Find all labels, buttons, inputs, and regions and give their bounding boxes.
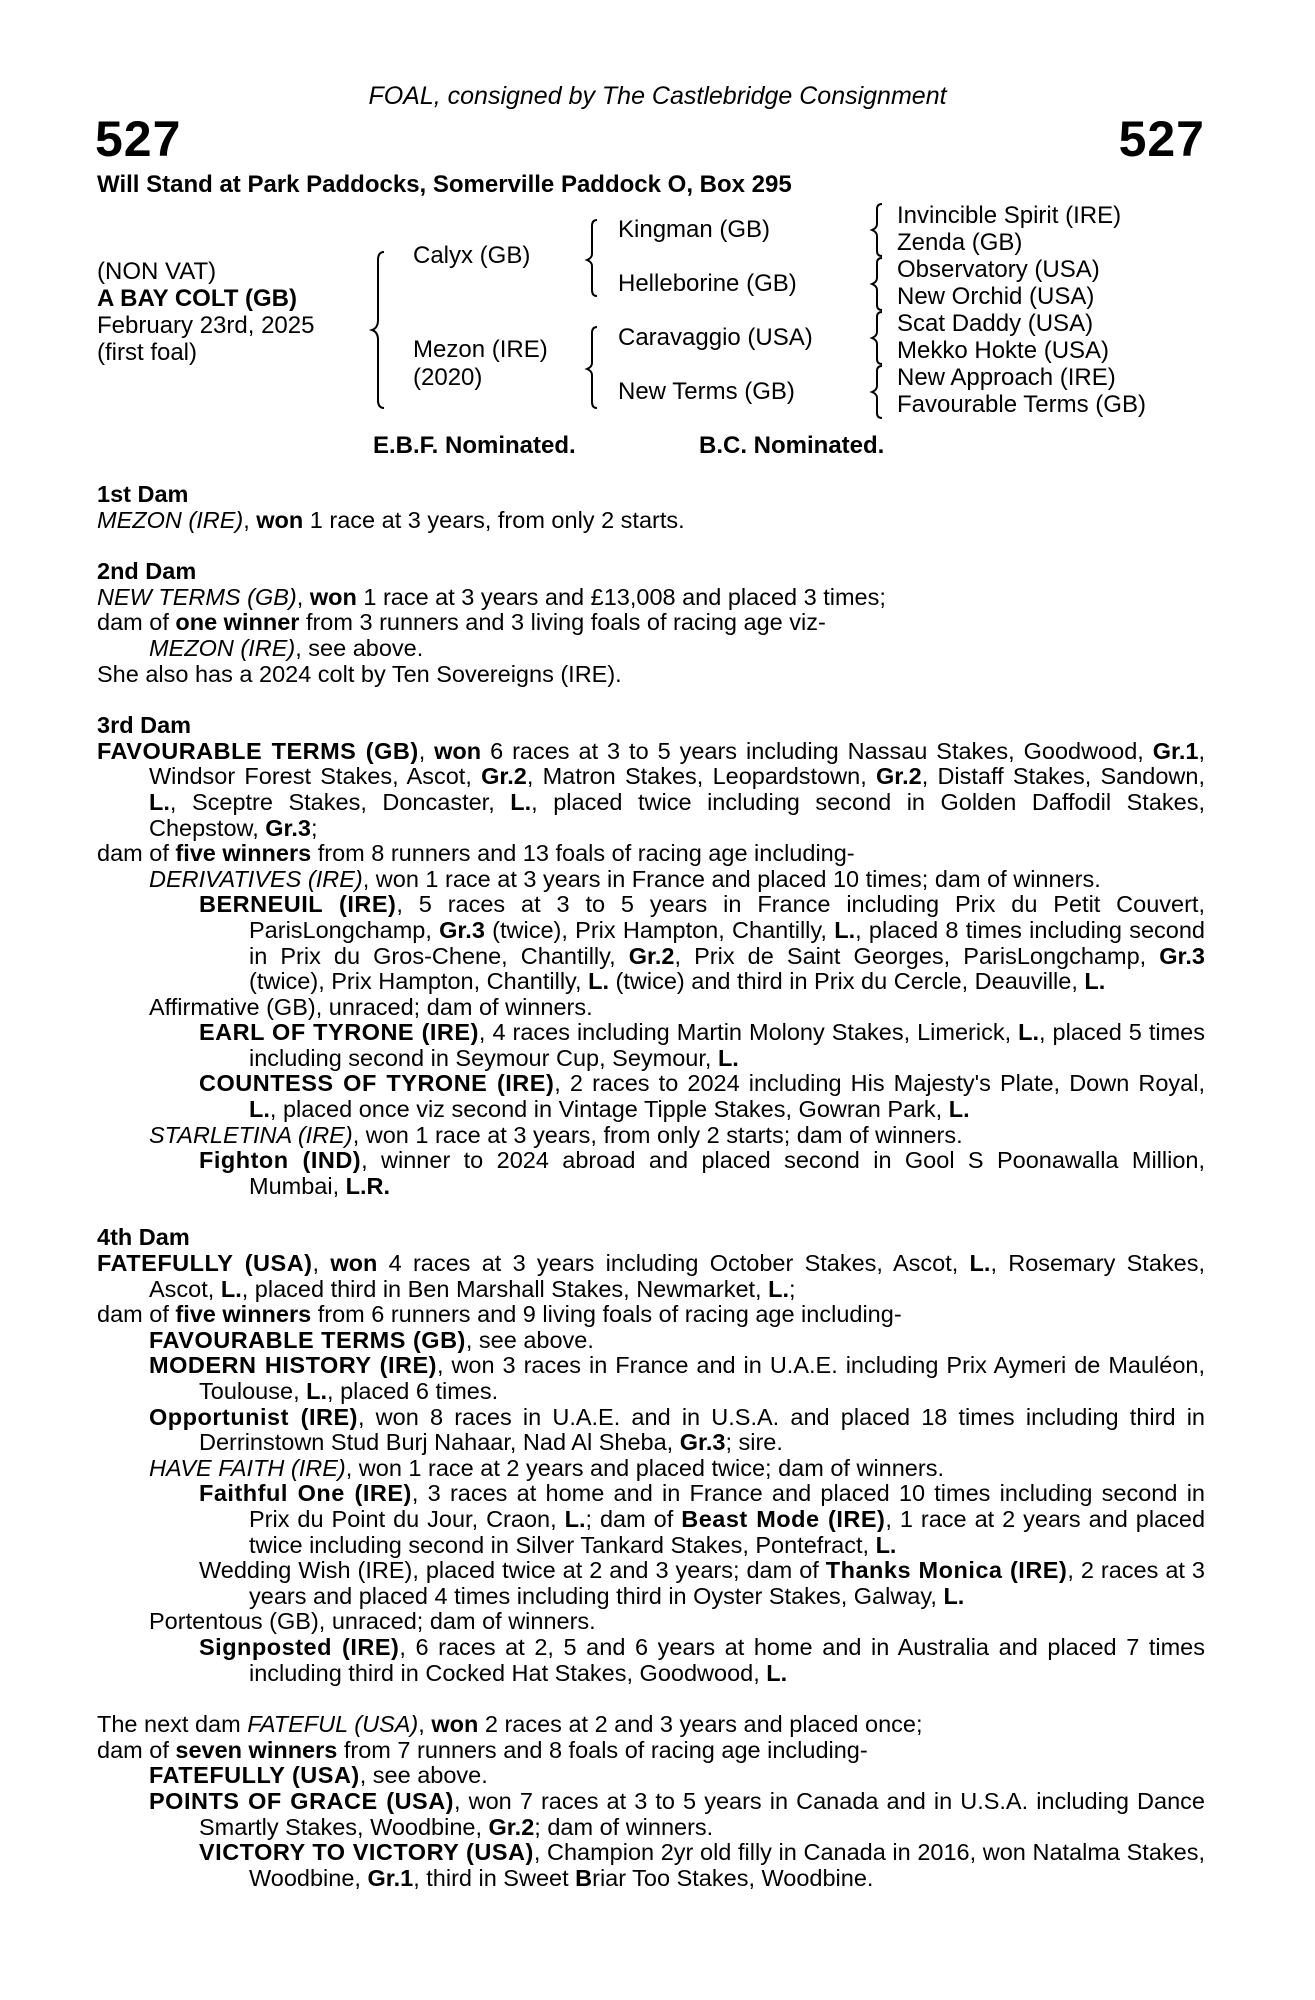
next-dam-entry: The next dam FATEFUL (USA), won 2 races at 2 and 3 years and placed once; xyxy=(97,1711,923,1738)
first-dam-heading: 1st Dam xyxy=(97,481,189,507)
dam-of-line: dam of one winner from 3 runners and 3 living foals of racing age viz- xyxy=(97,609,826,636)
dam-dam: New Terms (GB) xyxy=(618,378,795,405)
bracket-ds xyxy=(870,310,890,366)
sire: Calyx (GB) xyxy=(413,242,531,269)
dam: Mezon (IRE) xyxy=(413,336,548,363)
pedigree-bracket-main xyxy=(370,250,400,410)
produce-entry: FATEFULLY (USA), see above. xyxy=(149,1762,488,1789)
second-dam-entry: NEW TERMS (GB), won 1 race at 3 years and £13,008 and placed 3 times; xyxy=(97,583,886,610)
pedigree-bracket-dam xyxy=(585,325,605,410)
dam-dam-sire: New Approach (IRE) xyxy=(897,364,1116,391)
pedigree-bracket-sire xyxy=(585,218,605,298)
produce-entry: HAVE FAITH (IRE), won 1 race at 2 years and placed twice; dam of winners. xyxy=(149,1454,944,1481)
dam-of-line: dam of five winners from 6 runners and 9 living foals of racing age including- xyxy=(97,1301,902,1328)
sire-dam-dam: New Orchid (USA) xyxy=(897,283,1095,310)
produce-entry: VICTORY TO VICTORY (USA), Champion 2yr old filly in Canada in 2016, won Natalma Stakes, Woodbine, Gr.1, third in Sweet Briar Too Stakes, Woodbine. xyxy=(199,1839,1206,1891)
subject-name: A BAY COLT (GB) xyxy=(97,285,298,312)
horse-name: NEW TERMS (GB) xyxy=(97,583,297,610)
ebf-nominated: E.B.F. Nominated. xyxy=(373,432,576,459)
dam-sire: Caravaggio (USA) xyxy=(618,324,813,351)
dam-sire-sire: Scat Daddy (USA) xyxy=(897,310,1094,337)
foaled-date: February 23rd, 2025 xyxy=(97,312,315,339)
produce-entry: EARL OF TYRONE (IRE), 4 races including Martin Molony Stakes, Limerick, L., placed 5 times including second in Seymour Cup, Seymour, L. xyxy=(199,1019,1205,1071)
bracket-sd xyxy=(870,256,890,312)
catalogue-body xyxy=(97,482,1205,1891)
stand-location: Will Stand at Park Paddocks, Somerville Paddock O, Box 295 xyxy=(97,171,792,198)
produce-entry: MEZON (IRE), see above. xyxy=(149,634,424,661)
fourth-dam-entry: FATEFULLY (USA), won 4 races at 3 years including October Stakes, Ascot, L., Rosemary Stakes, Ascot, L., placed third in Ben Marshall Stakes, Newmarket, L.; xyxy=(97,1250,1205,1302)
dam-of-line: dam of five winners from 8 runners and 13 foals of racing age including- xyxy=(97,840,855,867)
bracket-ss xyxy=(870,202,890,258)
dam-sire-dam: Mekko Hokte (USA) xyxy=(897,337,1110,364)
also-note: She also has a 2024 colt by Ten Sovereigns (IRE). xyxy=(97,660,622,687)
lot-number-left: 527 xyxy=(95,111,182,167)
sire-dam-sire: Observatory (USA) xyxy=(897,256,1100,283)
produce-entry: Opportunist (IRE), won 8 races in U.A.E. and in U.S.A. and placed 18 times including third in Derrinstown Stud Burj Nahaar, Nad Al Sheba, Gr.3; sire. xyxy=(149,1403,1205,1456)
first-dam-entry: MEZON (IRE), won 1 race at 3 years, from only 2 starts. xyxy=(97,506,685,533)
bracket-dd xyxy=(870,364,890,420)
produce-entry: COUNTESS OF TYRONE (IRE), 2 races to 2024 including His Majesty's Plate, Down Royal, L., placed once viz second in Vintage Tipple Stakes, Gowran Park, L. xyxy=(199,1070,1205,1123)
bc-nominated: B.C. Nominated. xyxy=(699,432,885,459)
third-dam-heading: 3rd Dam xyxy=(97,712,192,739)
produce-entry: Signposted (IRE), 6 races at 2, 5 and 6 years at home and in Australia and placed 7 times including third in Cocked Hat Stakes, Goodwood, L. xyxy=(199,1633,1206,1686)
lot-number-right: 527 xyxy=(1118,111,1205,167)
foal-note: (first foal) xyxy=(97,339,198,366)
dam-of-line: dam of seven winners from 7 runners and 8 foals of racing age including- xyxy=(97,1736,868,1763)
dam-dam-dam: Favourable Terms (GB) xyxy=(897,391,1146,418)
third-dam-entry: FAVOURABLE TERMS (GB), won 6 races at 3 to 5 years including Nassau Stakes, Goodwood, Gr.1, Windsor Forest Stakes, Ascot, Gr.2, Matron Stakes, Leopardstown, Gr.2, Distaff Stakes, Sandown, L., Sceptre Stakes, Doncaster, L., placed twice including second in Golden Daffodil Stakes, Chepstow, Gr.3; xyxy=(97,737,1205,841)
horse-name: MEZON (IRE) xyxy=(97,506,244,533)
sire-sire-sire: Invincible Spirit (IRE) xyxy=(897,202,1122,229)
fourth-dam-heading: 4th Dam xyxy=(97,1224,190,1251)
vat-status: (NON VAT) xyxy=(97,258,217,285)
won-label: won xyxy=(256,506,304,533)
produce-entry: POINTS OF GRACE (USA), won 7 races at 3 to 5 years in Canada and in U.S.A. including Dance Smartly Stakes, Woodbine, Gr.2; dam of winners. xyxy=(149,1787,1205,1840)
produce-entry: Portentous (GB), unraced; dam of winners. xyxy=(149,1608,596,1635)
consignment-line: FOAL, consigned by The Castlebridge Consignment xyxy=(368,82,947,110)
produce-entry: DERIVATIVES (IRE), won 1 race at 3 years in France and placed 10 times; dam of winners. xyxy=(149,865,1101,892)
race-record: 1 race at 3 years and £13,008 and placed 3 times; xyxy=(356,583,886,610)
subject-block xyxy=(97,258,314,366)
sire-sire: Kingman (GB) xyxy=(618,216,771,243)
second-dam-heading: 2nd Dam xyxy=(97,558,197,585)
produce-entry: MODERN HISTORY (IRE), won 3 races in France and in U.A.E. including Prix Aymeri de Mauléon, Toulouse, L., placed 6 times. xyxy=(149,1352,1206,1404)
dam-year: (2020) xyxy=(413,364,483,391)
produce-entry: Wedding Wish (IRE), placed twice at 2 and 3 years; dam of Thanks Monica (IRE), 2 races at 3 years and placed 4 times including third in Oyster Stakes, Galway, L. xyxy=(199,1557,1205,1609)
sire-dam: Helleborine (GB) xyxy=(618,270,797,297)
produce-entry: BERNEUIL (IRE), 5 races at 3 to 5 years in France including Prix du Petit Couvert, ParisLongchamp, Gr.3 (twice), Prix Hampton, Chantilly, L., placed 8 times including second in Prix du Gros-Chene, Chantilly, Gr.2, Prix de Saint Georges, ParisLongchamp, Gr.3 (twice), Prix Hampton, Chantilly, L. (twice) and third in Prix du Cercle, Deauville, L. xyxy=(199,891,1205,995)
produce-entry: Fighton (IND), winner to 2024 abroad and placed second in Gool S Poonawalla Million, Mumbai, L.R. xyxy=(199,1147,1205,1199)
produce-entry: FAVOURABLE TERMS (GB), see above. xyxy=(149,1326,594,1353)
won-label: won xyxy=(309,583,357,610)
sire-sire-dam: Zenda (GB) xyxy=(897,229,1023,256)
race-record: 1 race at 3 years, from only 2 starts. xyxy=(303,506,685,533)
produce-entry: Faithful One (IRE), 3 races at home and in France and placed 10 times including second in Prix du Point du Jour, Craon, L.; dam of Beast Mode (IRE), 1 race at 2 years and placed twice including second in Silver Tankard Stakes, Pontefract, L. xyxy=(199,1480,1206,1558)
produce-entry: Affirmative (GB), unraced; dam of winners. xyxy=(149,993,593,1020)
produce-entry: STARLETINA (IRE), won 1 race at 3 years, from only 2 starts; dam of winners. xyxy=(149,1121,963,1148)
